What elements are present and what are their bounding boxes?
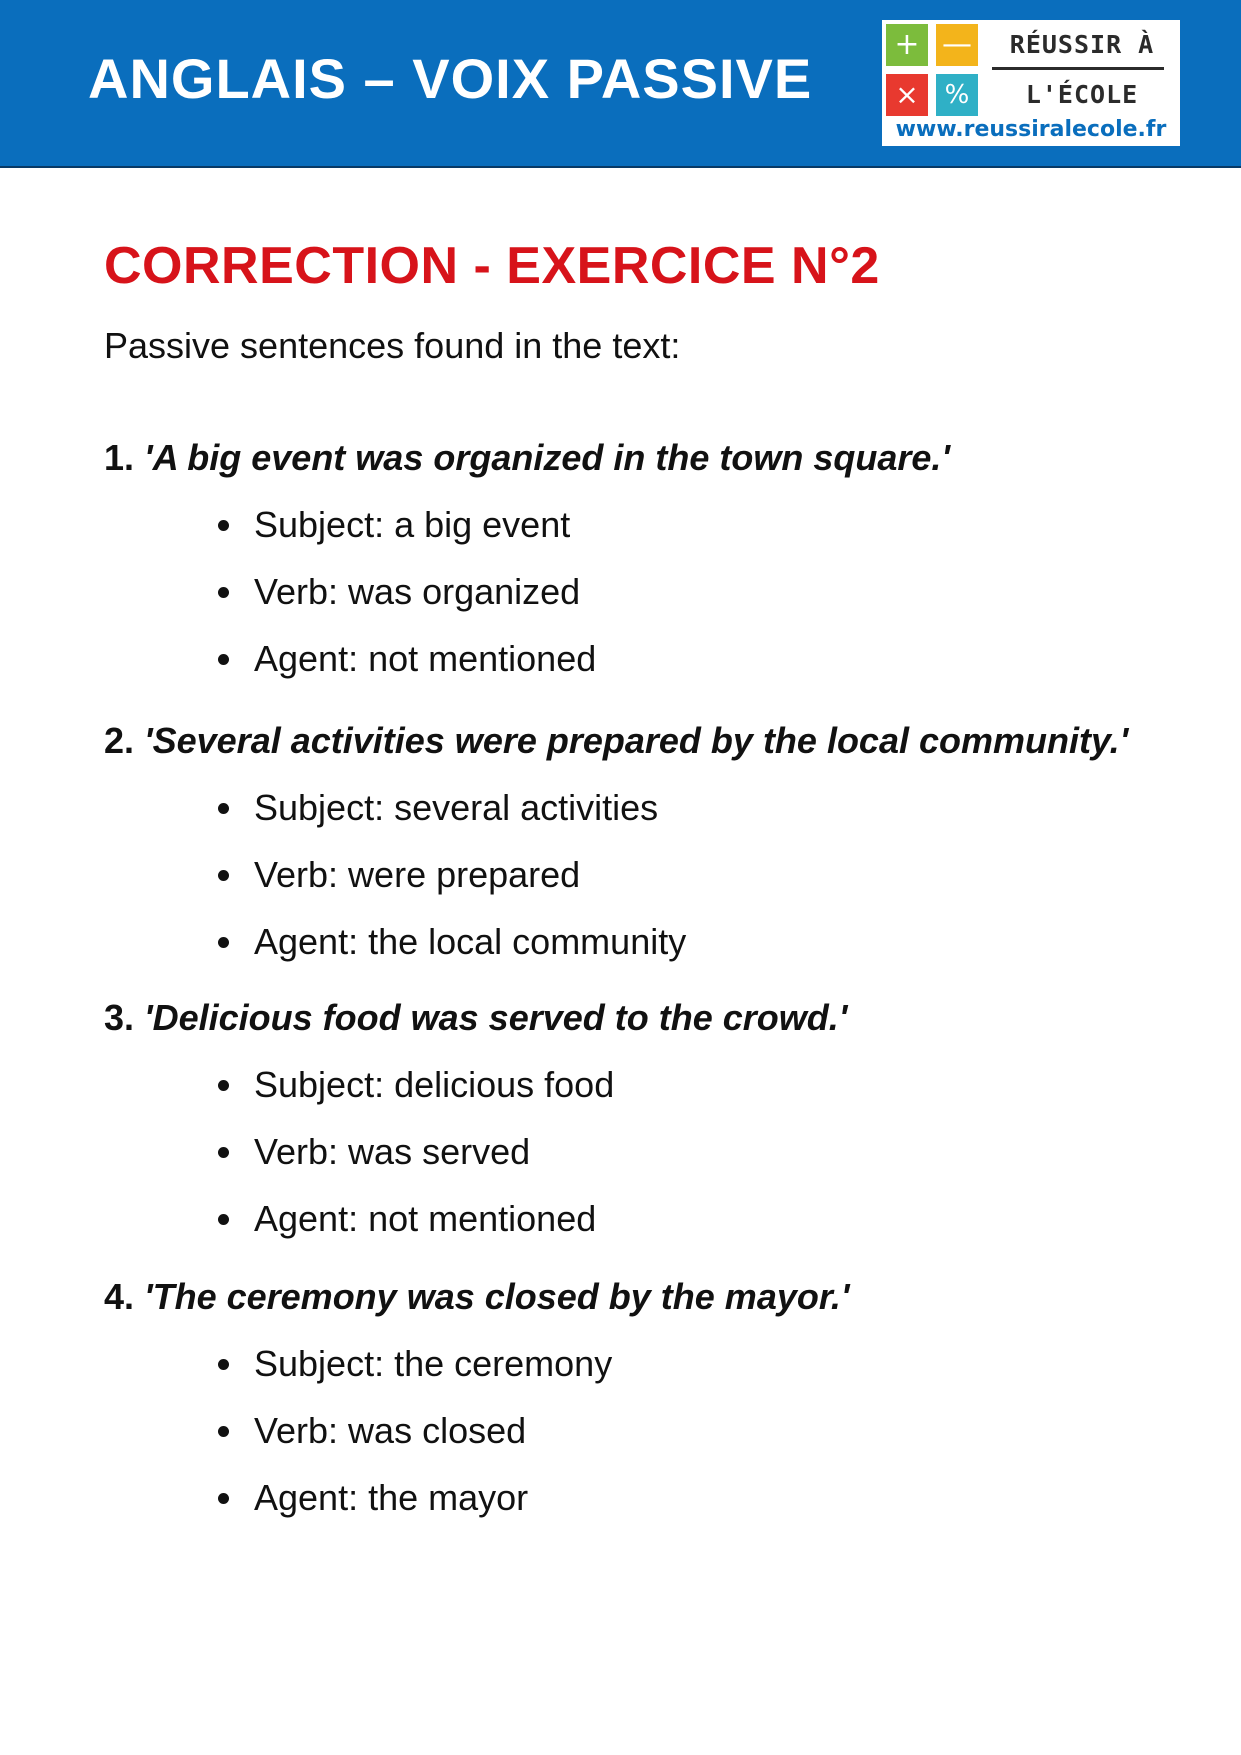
logo-text-line1: RÉUSSIR À [1009,30,1155,59]
logo-divider [992,67,1164,70]
list-item [254,1342,1152,1386]
list-item [254,1476,1152,1520]
list-item [254,1130,1152,1174]
bullet-icon [218,1359,229,1370]
page-title: CORRECTION - EXERCICE N°2 [104,237,880,295]
list-item-text: Verb: were prepared [254,854,581,895]
list-item-text: Subject: several activities [254,787,659,828]
bullet-icon [218,1080,229,1091]
sentence-text: 'Several activities were prepared by the local community.' [144,720,1129,761]
list-item-text: Agent: not mentioned [254,638,597,679]
logo-text-line2: L'ÉCOLE [1025,80,1139,109]
logo-url[interactable]: www.reussiralecole.fr [895,117,1167,142]
bullet-icon [218,587,229,598]
list-item [254,853,1152,897]
logo-math-tiles [886,24,980,118]
analysis-list [104,786,1152,964]
analysis-list [104,503,1152,681]
bullet-icon [218,937,229,948]
site-logo[interactable] [882,20,1180,146]
sentence-3 [104,996,1152,1040]
list-item [254,1409,1152,1453]
sentence-number: 3. [104,997,135,1038]
list-item [254,1063,1152,1107]
sentence-1 [104,436,1152,480]
list-item [254,786,1152,830]
sentence-number: 2. [104,720,135,761]
list-item [254,920,1152,964]
plus-icon: + [886,24,928,66]
sentence-text: 'Delicious food was served to the crowd.' [144,997,848,1038]
sentence-number: 1. [104,437,135,478]
bullet-icon [218,1147,229,1158]
list-item-text: Agent: the local community [254,921,687,962]
sentence-4 [104,1275,1152,1319]
list-item-text: Agent: the mayor [254,1477,529,1518]
sentence-number: 4. [104,1276,135,1317]
list-item-text: Agent: not mentioned [254,1198,597,1239]
bullet-icon [218,520,229,531]
bullet-icon [218,1426,229,1437]
list-item [254,570,1152,614]
minus-icon: — [936,24,978,66]
document-body [104,236,1152,1520]
bullet-icon [218,870,229,881]
list-item [254,637,1152,681]
list-item-text: Verb: was closed [254,1410,527,1451]
sentence-text: 'A big event was organized in the town square.' [144,437,950,478]
bullet-icon [218,1493,229,1504]
analysis-list [104,1063,1152,1241]
list-item-text: Subject: the ceremony [254,1343,613,1384]
bullet-icon [218,654,229,665]
list-item [254,1197,1152,1241]
list-item-text: Verb: was organized [254,571,581,612]
header-title: ANGLAIS – VOIX PASSIVE [88,47,813,110]
multiply-icon: × [886,74,928,116]
list-item-text: Subject: delicious food [254,1064,615,1105]
percent-icon: % [936,74,978,116]
sentence-2 [104,719,1152,763]
analysis-list [104,1342,1152,1520]
bullet-icon [218,1214,229,1225]
header-banner [0,0,1241,168]
list-item-text: Verb: was served [254,1131,531,1172]
bullet-icon [218,803,229,814]
list-item-text: Subject: a big event [254,504,571,545]
intro-text: Passive sentences found in the text: [104,325,681,366]
list-item [254,503,1152,547]
sentence-text: 'The ceremony was closed by the mayor.' [144,1276,850,1317]
